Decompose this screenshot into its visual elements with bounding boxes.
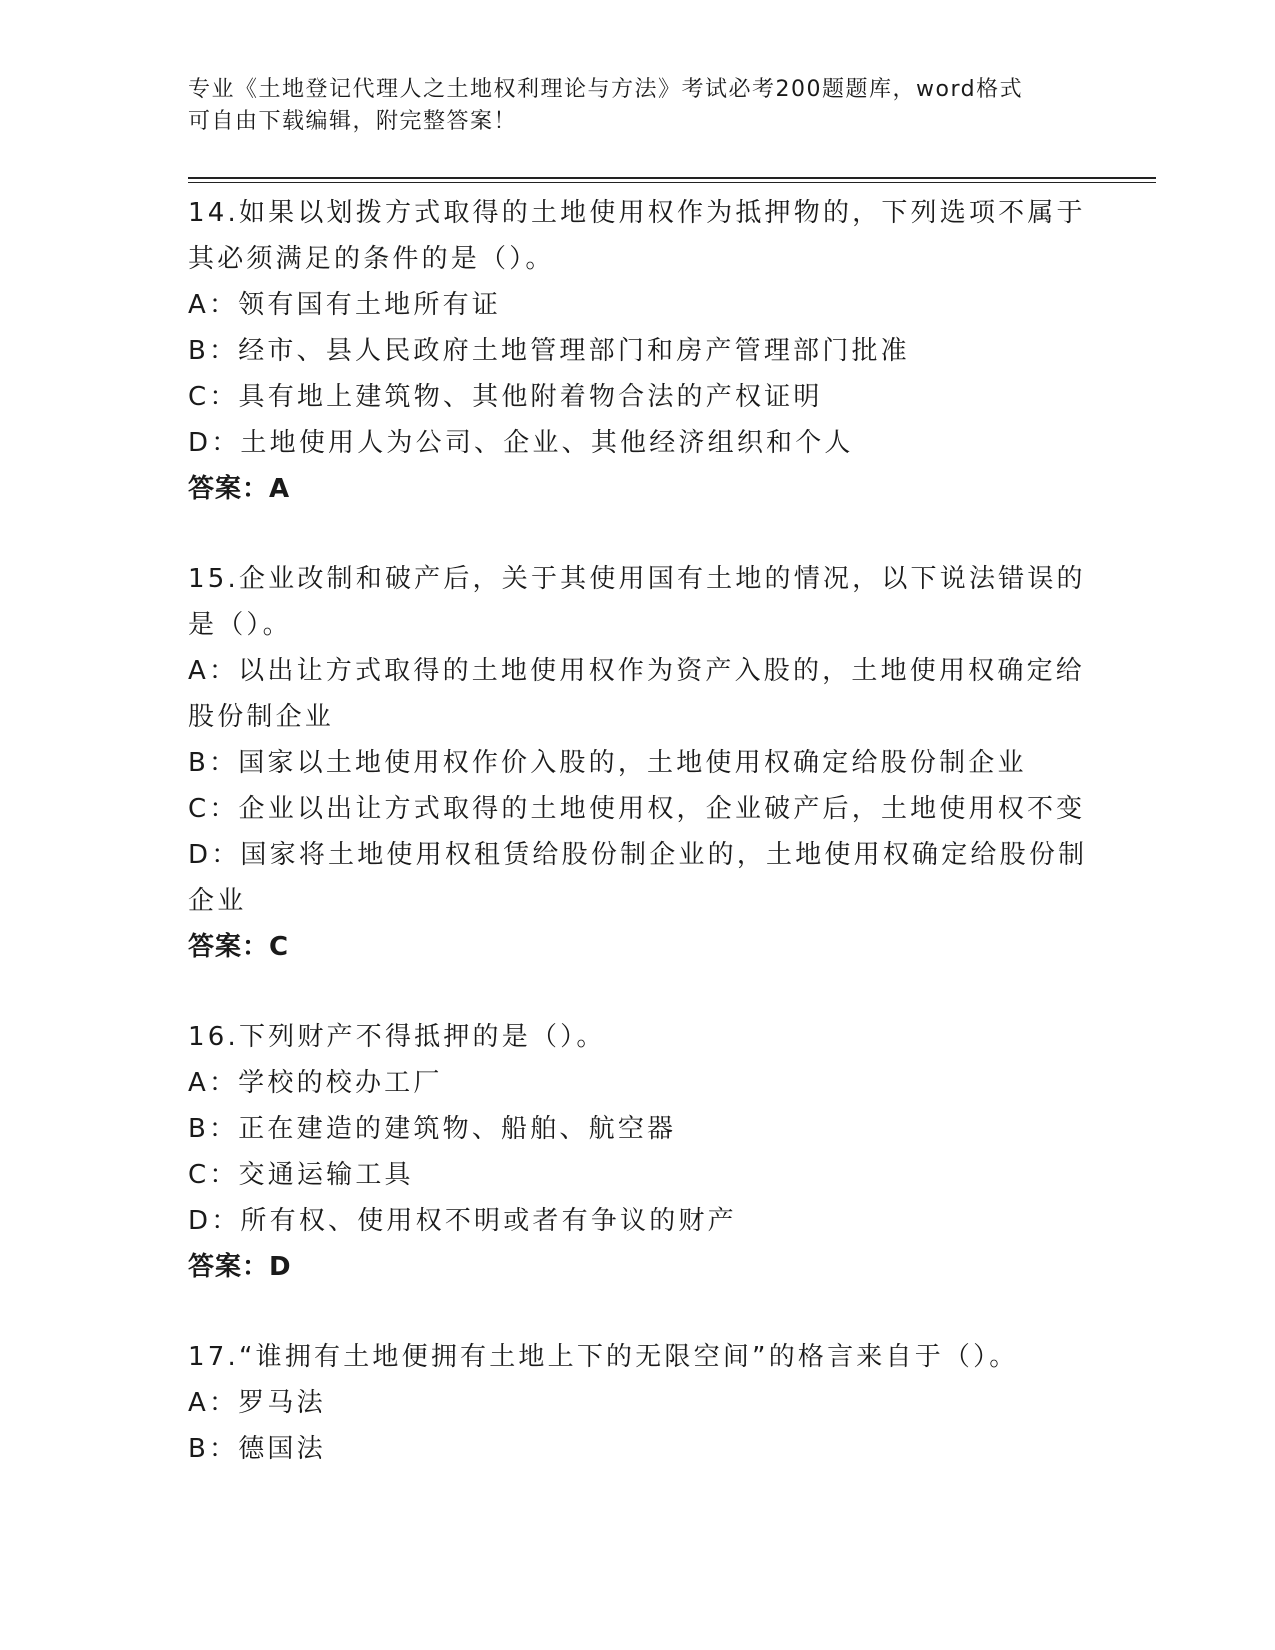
answer-label: 答案：C (188, 932, 290, 962)
option-line: C：具有地上建筑物、其他附着物合法的产权证明 (188, 382, 823, 412)
document-header (188, 74, 1068, 138)
answer-label: 答案：A (188, 474, 291, 504)
question-stem-line: 17.“谁拥有土地便拥有土地上下的无限空间”的格言来自于（）。 (188, 1342, 1019, 1372)
option-line: C：企业以出让方式取得的土地使用权，企业破产后，土地使用权不变 (188, 794, 1086, 824)
option-line: C：交通运输工具 (188, 1160, 414, 1190)
question-stem-line: 其必须满足的条件的是（）。 (188, 244, 555, 274)
option-line: A：罗马法 (188, 1388, 326, 1418)
option-line: A：领有国有土地所有证 (188, 290, 501, 320)
option-line: D：国家将土地使用权租赁给股份制企业的，土地使用权确定给股份制 (188, 840, 1088, 870)
option-line: 股份制企业 (188, 702, 335, 732)
question-stem-line: 16.下列财产不得抵押的是（）。 (188, 1022, 606, 1052)
question-block (188, 1334, 1088, 1472)
question-block (188, 190, 1088, 512)
header-title-line-1: 专业《土地登记代理人之土地权利理论与方法》考试必考200题题库，word格式 (188, 77, 1024, 102)
option-line: B：正在建造的建筑物、船舶、航空器 (188, 1114, 677, 1144)
option-line: D：土地使用人为公司、企业、其他经济组织和个人 (188, 428, 854, 458)
header-rule-thin (188, 182, 1156, 183)
header-title-line-2: 可自由下载编辑，附完整答案！ (188, 109, 518, 134)
option-line: 企业 (188, 886, 247, 916)
question-list (188, 190, 1088, 1472)
question-stem-line: 15.企业改制和破产后，关于其使用国有土地的情况，以下说法错误的 (188, 564, 1086, 594)
option-line: D：所有权、使用权不明或者有争议的财产 (188, 1206, 737, 1236)
option-line: A：学校的校办工厂 (188, 1068, 443, 1098)
option-line: B：经市、县人民政府土地管理部门和房产管理部门批准 (188, 336, 910, 366)
option-line: B：德国法 (188, 1434, 326, 1464)
option-line: A：以出让方式取得的土地使用权作为资产入股的，土地使用权确定给 (188, 656, 1085, 686)
question-block (188, 556, 1088, 970)
question-stem-line: 14.如果以划拨方式取得的土地使用权作为抵押物的，下列选项不属于 (188, 198, 1086, 228)
option-line: B：国家以土地使用权作价入股的，土地使用权确定给股份制企业 (188, 748, 1027, 778)
answer-label: 答案：D (188, 1252, 292, 1282)
question-block (188, 1014, 1088, 1290)
question-stem-line: 是（）。 (188, 610, 292, 640)
header-rule-thick (188, 177, 1156, 179)
